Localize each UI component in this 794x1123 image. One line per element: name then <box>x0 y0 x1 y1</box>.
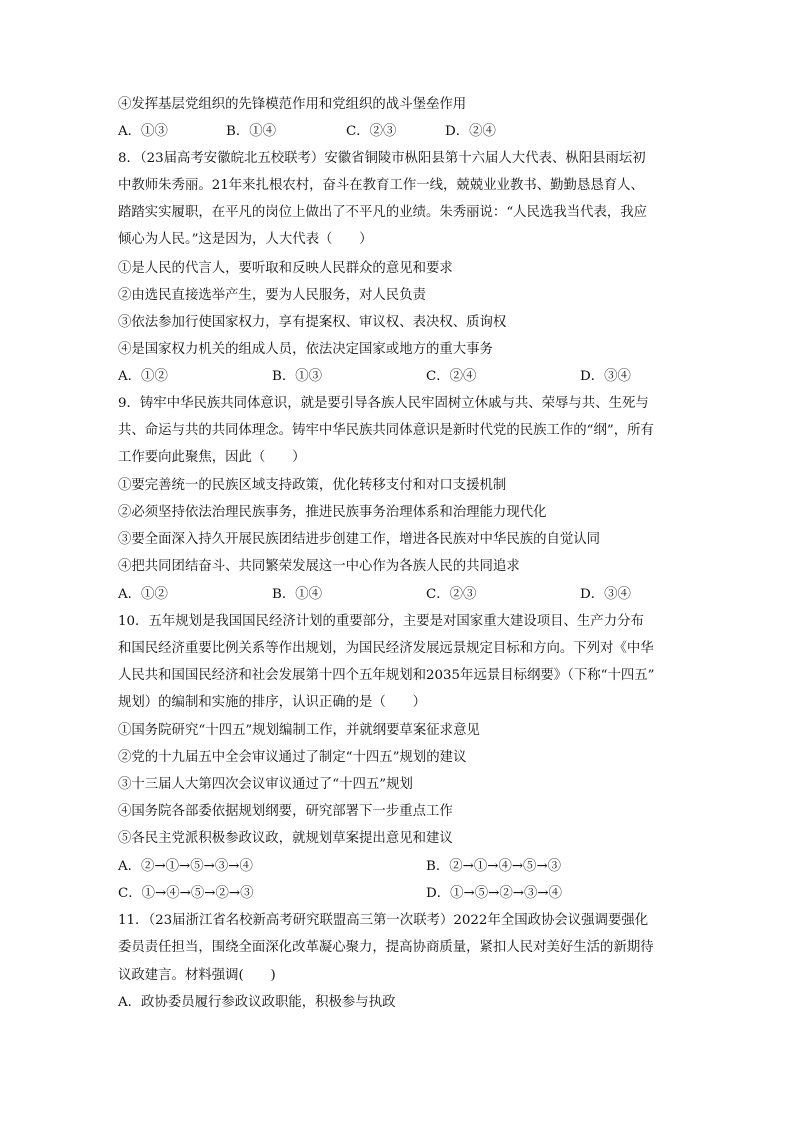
q10-item-4: ④国务院各部委依据规划纲要，研究部署下一步重点工作 <box>118 804 453 819</box>
q10-item-1: ①国务院研究“十四五”规划编制工作，并就纲要草案征求意见 <box>118 723 480 738</box>
q7-option-c: C．②③ <box>346 124 397 139</box>
q11-stem-line-3: 议政建言。材料强调( ) <box>118 968 276 983</box>
q11-stem-line-1: 11．（23届浙江省名校新高考研究联盟高三第一次联考）2022年全国政协会议强调要强化 <box>118 913 649 928</box>
q10-stem-line-1: 10．五年规划是我国国民经济计划的重要部分，主要是对国家重大建设项目、生产力分布 <box>118 614 644 629</box>
q9-stem-line-1: 9．铸牢中华民族共同体意识，就是要引导各族人民牢固树立休戚与共、荣辱与共、生死与 <box>118 396 649 411</box>
q7-option-b: B．①④ <box>226 124 277 139</box>
q9-option-c: C．②③ <box>426 587 477 602</box>
q8-item-2: ②由选民直接选举产生，要为人民服务，对人民负责 <box>118 288 426 303</box>
q8-stem-line-2: 中教师朱秀丽。21年来扎根农村，奋斗在教育工作一线，兢兢业业教书、勤勤恳恳育人、 <box>118 178 644 193</box>
q11-option-a: A．政协委员履行参政议政职能，积极参与执政 <box>118 995 396 1010</box>
q8-option-b: B．①③ <box>272 369 323 384</box>
q10-item-5: ⑤各民主党派积极参政议政，就规划草案提出意见和建议 <box>118 831 453 846</box>
q10-option-c: C．①→④→⑤→②→③ <box>118 886 254 901</box>
q9-item-1: ①要完善统一的民族区域支持政策，优化转移支付和对口支援机制 <box>118 478 507 493</box>
q10-option-d: D．①→⑤→②→③→④ <box>426 886 562 901</box>
q10-item-2: ②党的十九届五中全会审议通过了制定“十四五”规划的建议 <box>118 750 467 765</box>
q9-option-a: A．①② <box>118 587 168 602</box>
q7-option-a: A．①③ <box>118 124 168 139</box>
q9-item-2: ②必须坚持依法治理民族事务，推进民族事务治理体系和治理能力现代化 <box>118 505 547 520</box>
q9-option-d: D．③④ <box>580 587 631 602</box>
q11-stem-line-2: 委员责任担当，围绕全面深化改革凝心聚力，提高协商质量，紧扣人民对美好生活的新期待 <box>118 940 654 955</box>
q8-stem-line-3: 踏踏实实履职，在平凡的岗位上做出了不平凡的业绩。朱秀丽说：“人民选我当代表，我应 <box>118 205 648 220</box>
q8-item-3: ③依法参加行使国家权力，享有提案权、审议权、表决权、质询权 <box>118 315 507 330</box>
q8-stem-line-4: 倾心为人民。”这是因为，人大代表（ ） <box>118 232 373 247</box>
q9-option-b: B．①④ <box>272 587 323 602</box>
q8-option-a: A．①② <box>118 369 168 384</box>
q10-stem-line-4: 规划）的编制和实施的排序，认识正确的是（ ） <box>118 695 426 710</box>
q8-stem-line-1: 8．（23届高考安徽皖北五校联考）安徽省铜陵市枞阳县第十六届人大代表、枞阳县雨坛初 <box>118 151 646 166</box>
q8-item-4: ④是国家权力机关的组成人员，依法决定国家或地方的重大事务 <box>118 342 493 357</box>
q9-stem-line-3: 工作要向此聚焦，因此（ ） <box>118 450 306 465</box>
q8-option-c: C．②④ <box>426 369 477 384</box>
q9-item-4: ④把共同团结奋斗、共同繁荣发展这一中心作为各族人民的共同追求 <box>118 559 520 574</box>
q10-item-3: ③十三届人大第四次会议审议通过了“十四五”规划 <box>118 777 413 792</box>
q9-item-3: ③要全面深入持久开展民族团结进步创建工作，增进各民族对中华民族的自觉认同 <box>118 532 601 547</box>
q8-option-d: D．③④ <box>580 369 631 384</box>
q7-option-d: D．②④ <box>445 124 496 139</box>
q10-option-a: A．②→①→⑤→③→④ <box>118 859 253 874</box>
q7-item-4: ④发挥基层党组织的先锋模范作用和党组织的战斗堡垒作用 <box>118 97 467 112</box>
q10-option-b: B．②→①→④→⑤→③ <box>426 859 562 874</box>
q9-stem-line-2: 共、命运与共的共同体理念。铸牢中华民族共同体意识是新时代党的民族工作的“纲”，所有 <box>118 423 654 438</box>
q10-stem-line-3: 人民共和国国民经济和社会发展第十四个五年规划和2035年远景目标纲要》（下称“十四五” <box>118 668 655 683</box>
q8-item-1: ①是人民的代言人，要听取和反映人民群众的意见和要求 <box>118 261 453 276</box>
q10-stem-line-2: 和国民经济重要比例关系等作出规划，为国民经济发展远景规定目标和方向。下列对《中华 <box>118 641 654 656</box>
